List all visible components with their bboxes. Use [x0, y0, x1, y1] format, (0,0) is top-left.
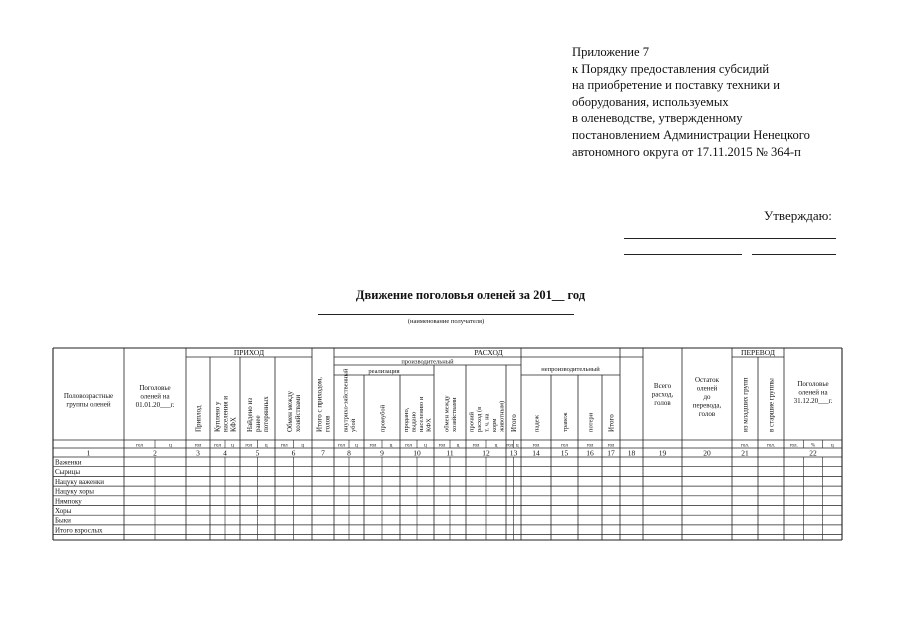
- unit-label: гол.: [789, 443, 798, 449]
- column-number: 10: [413, 448, 421, 458]
- unit-label: гол: [561, 443, 568, 449]
- header-lost: потери: [587, 412, 595, 432]
- row-label: Нацуку важенки: [55, 477, 105, 486]
- unit-label: ц: [231, 443, 234, 449]
- row-label: Итого взрослых: [55, 526, 103, 535]
- group-header-perevod: ПЕРЕВОД: [741, 348, 775, 357]
- header-sold: населению и: [418, 396, 426, 432]
- column-number: 18: [627, 448, 636, 458]
- group-header-rashod: РАСХОД: [474, 348, 503, 357]
- header-bought: населения и: [221, 396, 230, 432]
- row-label: Важенки: [55, 458, 82, 467]
- unit-label: %: [810, 443, 816, 449]
- unit-label: ц: [494, 443, 498, 449]
- appendix-line: на приобретение и поставку техники и: [572, 78, 781, 93]
- unit-label: ц: [355, 443, 358, 449]
- header-remainder: оленей: [696, 384, 718, 393]
- header-found: Найдено из: [245, 397, 254, 432]
- unit-label: гол: [405, 443, 412, 449]
- header-start-stock: Поголовье: [139, 384, 171, 392]
- unit-label: гол: [532, 443, 540, 449]
- header-start-stock: оленей на: [140, 392, 170, 401]
- unit-label: ц: [424, 443, 427, 449]
- column-number: 12: [482, 448, 490, 458]
- unit-label: ц: [456, 443, 460, 449]
- header-other: животным): [498, 400, 506, 432]
- header-end-stock: оленей на: [798, 388, 828, 397]
- header-remainder: голов: [698, 410, 716, 418]
- header-industry: промубой: [379, 404, 387, 432]
- header-predators: травеж: [561, 412, 569, 432]
- column-number: 5: [255, 448, 260, 458]
- column-number: 15: [560, 448, 569, 458]
- column-number: 3: [196, 448, 200, 458]
- header-group-col: группы оленей: [66, 400, 111, 409]
- header-from-young: из младших групп: [741, 377, 750, 432]
- appendix-line: оборудования, используемых: [572, 94, 729, 109]
- subgroup-nonproductive: непроизводительный: [541, 366, 600, 373]
- header-total-in: Итого с приходом,: [315, 377, 324, 432]
- row-label: Быки: [55, 516, 71, 525]
- header-offspring: Приплод: [194, 405, 203, 432]
- unit-label: ц: [301, 443, 305, 449]
- header-sold: продано,: [403, 407, 411, 432]
- header-total-in: голов: [323, 415, 332, 432]
- header-remainder: перевода,: [692, 401, 722, 410]
- header-total-out: голов: [654, 399, 671, 407]
- appendix-line: постановлением Администрации Ненецкого: [572, 127, 810, 142]
- unit-label: гол: [586, 443, 594, 449]
- unit-label: гол: [607, 443, 615, 449]
- column-number: 1: [86, 448, 91, 458]
- unit-label: гол.: [766, 443, 776, 449]
- unit-label: гол: [214, 443, 221, 449]
- header-slaughter: убой: [350, 418, 358, 432]
- appendix-line: в оленеводстве, утвержденному: [572, 111, 743, 126]
- unit-label: гол: [438, 443, 446, 449]
- column-number: 16: [586, 448, 594, 458]
- header-bought: КФХ: [229, 417, 238, 432]
- header-other: т. ч. на: [483, 413, 491, 432]
- unit-label: ц: [515, 443, 519, 449]
- unit-label: ц: [169, 443, 172, 449]
- column-number: 19: [658, 448, 667, 458]
- header-sold: КФХ: [425, 418, 433, 432]
- column-number: 7: [321, 448, 325, 458]
- header-group-col: Половозрастные: [63, 392, 114, 400]
- unit-label: гол: [369, 443, 377, 449]
- header-total-prod: Итого: [509, 414, 518, 432]
- appendix-line: к Порядку предоставления субсидий: [572, 61, 770, 76]
- group-header-prihod: ПРИХОД: [233, 348, 265, 357]
- unit-label: гол: [136, 443, 143, 449]
- header-remainder: до: [703, 393, 711, 401]
- column-number: 17: [607, 448, 615, 458]
- header-bought: Куплено у: [213, 401, 222, 432]
- header-found: потерянных: [261, 396, 270, 432]
- appendix-line: Приложение 7: [572, 45, 650, 59]
- unit-label: гол: [194, 443, 202, 449]
- header-end-stock: Поголовье: [797, 380, 829, 388]
- header-end-stock: 31.12.20___г.: [793, 397, 833, 405]
- row-label: Нацуку хоры: [55, 487, 94, 496]
- page-title: Движение поголовья оленей за 201__ год: [355, 288, 586, 302]
- column-number: 8: [347, 448, 351, 458]
- column-number: 20: [703, 448, 711, 458]
- header-to-older: в старшие группы: [767, 378, 776, 432]
- header-sold: выдано: [410, 411, 418, 432]
- column-number: 22: [809, 448, 817, 458]
- header-total-nonprod: Итого: [607, 414, 616, 432]
- header-death: падеж: [533, 414, 541, 432]
- unit-label: ц: [830, 443, 834, 449]
- unit-label: ц: [389, 443, 393, 449]
- column-number: 9: [380, 448, 384, 458]
- subgroup-realization: реализация: [368, 368, 400, 375]
- unit-label: гол: [280, 443, 288, 449]
- unit-label: гол.: [740, 443, 750, 449]
- column-number: 11: [446, 448, 454, 458]
- unit-label: гол: [245, 443, 253, 449]
- row-label: Хоры: [55, 507, 72, 515]
- header-other: прочий: [468, 411, 476, 432]
- header-total-out: Всего: [653, 382, 672, 390]
- row-label: Сырицы: [55, 468, 81, 477]
- column-number: 6: [291, 448, 296, 458]
- header-slaughter: внутрихо-зяйственный: [342, 368, 350, 432]
- unit-label: ц: [264, 443, 268, 449]
- row-label: Нямпоку: [55, 497, 82, 506]
- header-total-out: расход,: [651, 390, 674, 399]
- header-start-stock: 01.01.20___г.: [135, 401, 175, 409]
- column-number: 13: [509, 448, 518, 458]
- header-other: расход (в: [475, 406, 483, 432]
- recipient-caption: (наименование получателя): [407, 318, 485, 325]
- appendix-line: автономного округа от 17.11.2015 № 364-п: [572, 144, 801, 159]
- header-exchange-out: обмен между: [443, 395, 451, 432]
- header-found: ранее: [253, 415, 262, 432]
- unit-label: гол: [472, 443, 480, 449]
- unit-label: гол: [506, 443, 514, 449]
- column-number: 2: [153, 448, 157, 458]
- header-other: корм: [490, 418, 498, 432]
- header-exchange-in: Обмен между: [285, 390, 294, 432]
- column-number: 14: [532, 448, 540, 458]
- header-remainder: Остаток: [694, 376, 720, 384]
- header-exchange-in: хозяйствами: [293, 394, 302, 432]
- approval-label: Утверждаю:: [764, 208, 832, 223]
- column-number: 21: [741, 448, 749, 458]
- header-exchange-out: хозяйствами: [451, 397, 459, 432]
- column-number: 4: [223, 448, 227, 458]
- unit-label: гол: [338, 443, 345, 449]
- subgroup-productive: производительный: [401, 358, 454, 366]
